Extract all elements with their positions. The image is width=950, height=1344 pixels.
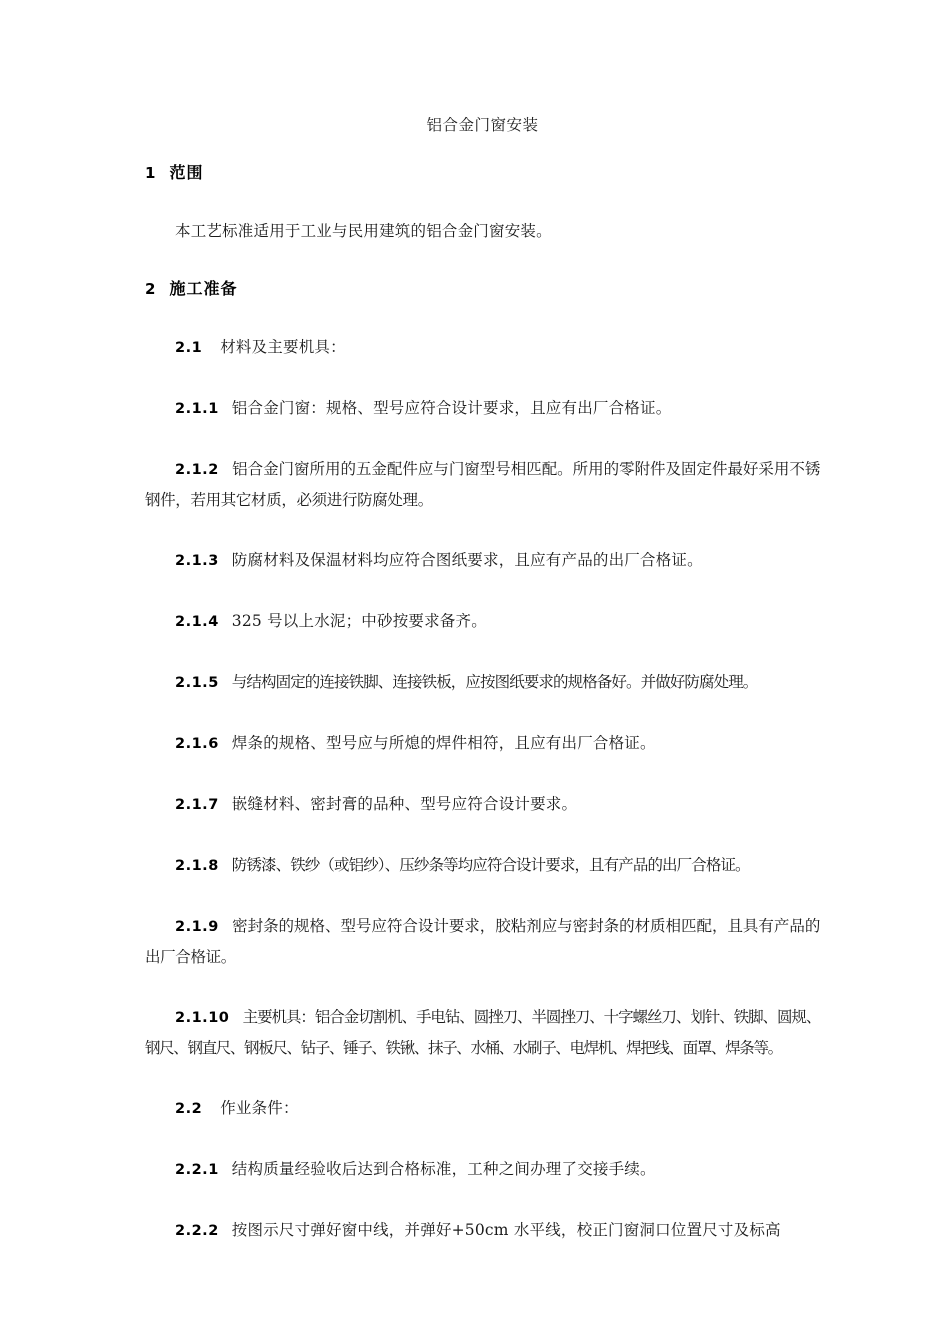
item-number: 2.2.2: [175, 1223, 219, 1239]
item-text: 作业条件：: [220, 1099, 299, 1117]
item-text: 铝合金门窗：规格、型号应符合设计要求，且应有出厂合格证。: [231, 399, 672, 417]
item-2-1: [145, 332, 820, 363]
item-number: 2.2: [175, 1101, 203, 1117]
item-2-1-10: [145, 1002, 820, 1063]
item-text: 325 号以上水泥；中砂按要求备齐。: [231, 612, 487, 630]
item-text: 材料及主要机具：: [220, 338, 346, 356]
item-2-1-6: [145, 728, 820, 759]
section-heading-2: [145, 276, 820, 302]
item-text: 结构质量经验收后达到合格标准，工种之间办理了交接手续。: [231, 1160, 656, 1178]
item-text: 嵌缝材料、密封膏的品种、型号应符合设计要求。: [231, 795, 578, 813]
document-body: [145, 112, 820, 1246]
item-number: 2.2.1: [175, 1162, 219, 1178]
item-number: 2.1.7: [175, 797, 219, 813]
item-text: 主要机具：铝合金切割机、手电钻、圆挫刀、半圆挫刀、十字螺丝刀、划针、铁脚、圆规、钢尺、钢直尺、钢板尺、钻子、锤子、铁锹、抹子、水桶、水刷子、电焊机、焊把线、面罩、焊条等。: [145, 1008, 820, 1057]
item-text: 按图示尺寸弹好窗中线，并弹好+50cm 水平线，校正门窗洞口位置尺寸及标高: [231, 1221, 781, 1239]
item-number: 2.1: [175, 340, 203, 356]
item-2-1-3: [145, 545, 820, 576]
item-text: 焊条的规格、型号应与所熄的焊件相符，且应有出厂合格证。: [231, 734, 656, 752]
item-2-1-7: [145, 789, 820, 820]
item-number: 2.1.1: [175, 401, 219, 417]
item-text: 防锈漆、铁纱（或铝纱）、压纱条等均应符合设计要求，且有产品的出厂合格证。: [231, 856, 750, 874]
item-2-1-2: [145, 454, 820, 515]
item-number: 2.1.3: [175, 553, 219, 569]
item-2-1-9: [145, 911, 820, 972]
section-number-2: 2: [145, 280, 156, 298]
item-2-1-4: [145, 606, 820, 637]
section-title-1: 范围: [169, 163, 204, 182]
item-2-2: [145, 1093, 820, 1124]
item-number: 2.1.5: [175, 675, 219, 691]
section-heading-1: [145, 160, 820, 186]
item-2-2-2: [145, 1215, 820, 1246]
item-number: 2.1.9: [175, 919, 219, 935]
item-number: 2.1.10: [175, 1010, 230, 1026]
item-text: 与结构固定的连接铁脚、连接铁板，应按图纸要求的规格备好。并做好防腐处理。: [231, 673, 758, 691]
item-text: 铝合金门窗所用的五金配件应与门窗型号相匹配。所用的零附件及固定件最好采用不锈钢件，若用其它材质，必须进行防腐处理。: [145, 460, 820, 509]
item-text: 密封条的规格、型号应符合设计要求，胶粘剂应与密封条的材质相匹配，且具有产品的出厂合格证。: [145, 917, 820, 966]
item-number: 2.1.4: [175, 614, 219, 630]
document-title: 铝合金门窗安装: [426, 116, 539, 134]
item-number: 2.1.6: [175, 736, 219, 752]
item-2-1-5: [145, 667, 820, 698]
item-2-1-8: [145, 850, 820, 881]
item-number: 2.1.8: [175, 858, 219, 874]
item-text: 防腐材料及保温材料均应符合图纸要求，且应有产品的出厂合格证。: [231, 551, 703, 569]
item-2-1-1: [145, 393, 820, 424]
item-number: 2.1.2: [175, 462, 219, 478]
section-title-2: 施工准备: [169, 279, 238, 298]
item-2-2-1: [145, 1154, 820, 1185]
section-1-paragraph: 本工艺标准适用于工业与民用建筑的铝合金门窗安装。: [175, 222, 552, 240]
section-number-1: 1: [145, 164, 156, 182]
